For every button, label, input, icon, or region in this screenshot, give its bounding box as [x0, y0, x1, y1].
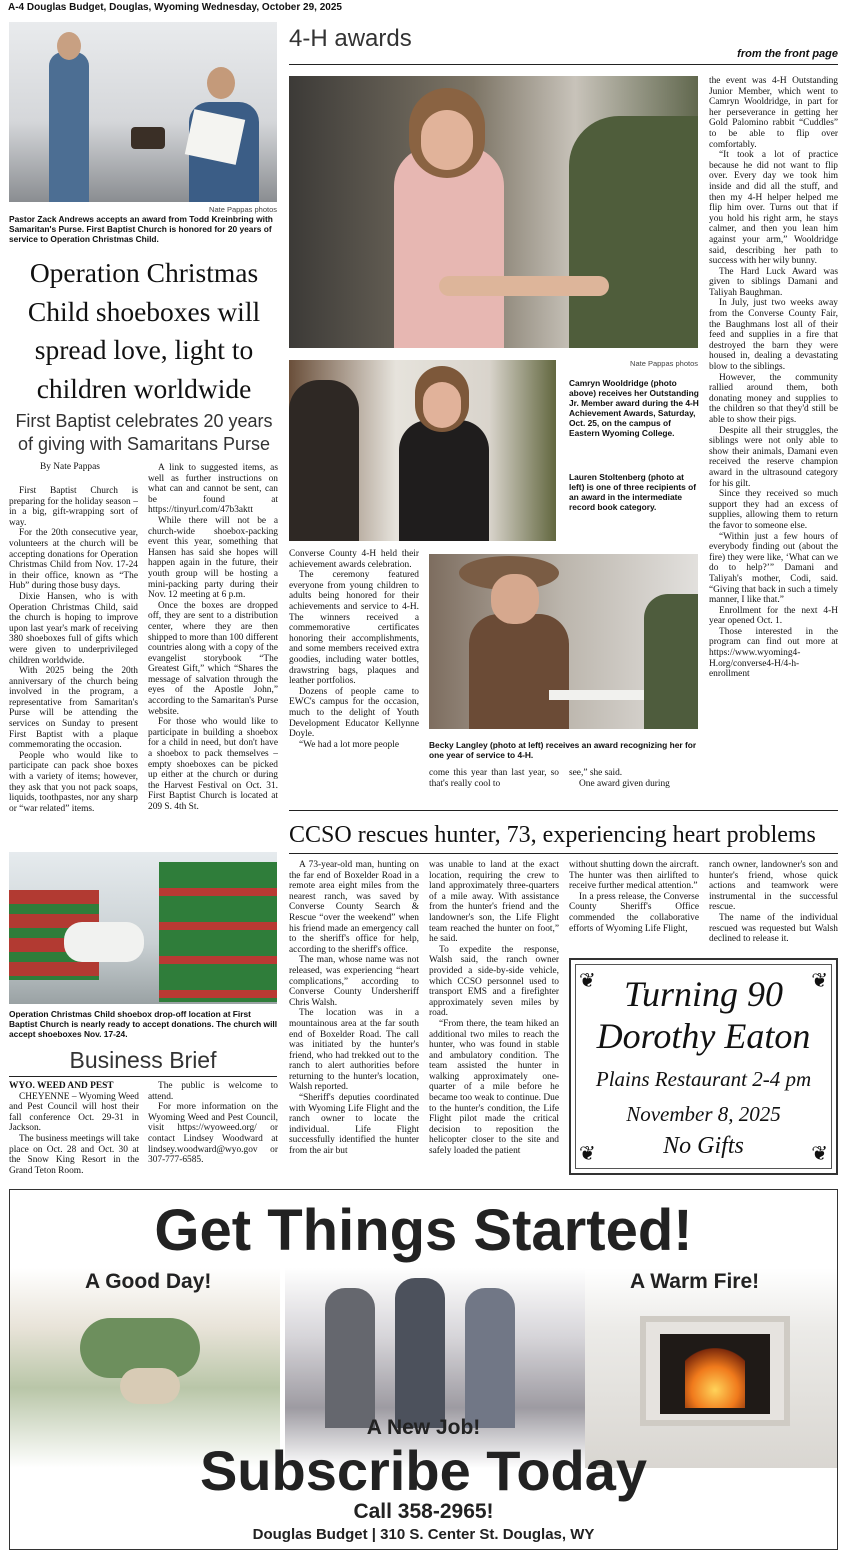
business-brief-title: Business Brief [69, 1047, 217, 1073]
shoebox-caption: Operation Christmas Child shoebox drop-off location at First Baptist Church is nearly ready to accept donations. The church will accept shoeboxes Nov. 17-24. [9, 1009, 278, 1039]
fourh-column-d [709, 76, 838, 680]
paragraph: With 2025 being the 20th anniversary of the church being involved in the program, a representative from Samaritan's Purse will be attending the services on Sunday to present First Baptist with a plaque commemorating the occasion. [9, 666, 138, 751]
paragraph: The public is welcome to attend. [148, 1081, 278, 1102]
ccso-headline: CCSO rescues hunter, 73, experiencing heart problems [289, 822, 816, 848]
paragraph: without shutting down the aircraft. The hunter was then airlifted to receive further medical attention.” [569, 860, 699, 892]
paragraph: A 73-year-old man, hunting on the far end of Boxelder Road in a remote area eight miles from the nearest ranch, was saved by Converse County Search & Rescue “over the weekend” when his friend made an emergency call to the sheriff's office for help, according to the sheriff's office. [289, 860, 419, 955]
paragraph: The Hard Luck Award was given to siblings Damani and Taliyah Baughman. [709, 266, 838, 298]
paragraph: First Baptist Church is preparing for the holiday season – in a big, gift-wrapping sort of way. [9, 486, 138, 528]
birthday-ad [569, 958, 838, 1175]
paragraph: come this year than last year, so that's really cool to [429, 768, 559, 789]
becky-photo [429, 554, 698, 729]
paragraph: However, the community rallied around them, both donating money and supplies to the children so that they'd still be able to show their pigs. [709, 372, 838, 425]
shoebox-photo [9, 852, 277, 1004]
ad-new-job: A New Job! [366, 1416, 481, 1439]
ad-good-day: A Good Day! [85, 1270, 212, 1293]
corner-ornament-icon: ❦ [811, 968, 828, 992]
occ-photo-credit: Nate Pappas photos [209, 205, 277, 214]
paragraph: For more information on the Wyoming Weed and Pest Council, visit https://wyoweed.org/ or contact Lindsey Woodward at lindsey.woodward@wyo.gov or 307-777-6585. [148, 1102, 278, 1166]
paragraph: “We had a lot more people [299, 739, 399, 750]
ad-warm-fire: A Warm Fire! [630, 1270, 760, 1293]
paragraph: ranch owner, landowner's son and hunter's friend, whose quick actions and teamwork were instrumental in the successful rescue. [709, 860, 838, 913]
paragraph: A link to suggested items, as well as further instructions on what can and cannot be sent, can be found at https://tinyurl.com/47b3aktt [148, 463, 278, 516]
paragraph: “Within just a few hours of everybody finding out (about the fire) they were like, ‘What can we do to help?’” Damani and Taliyah's mother, Codi, said. “Giving that back in such a timely manner, I like that.” [709, 531, 838, 606]
paragraph: In a press release, the Converse County Sheriff's Office commended the collaborative efforts of Wyoming Life Flight, [569, 891, 699, 934]
paragraph: The business meetings will take place on Oct. 28 and Oct. 30 at the Snow King Resort in the Grand Teton Room. [9, 1133, 139, 1176]
camryn-photo [289, 76, 698, 348]
paragraph: The name of the individual rescued was requested but Walsh declined to release it. [709, 912, 838, 945]
fourh-caption-becky: Becky Langley (photo at left) receives an award recognizing her for one year of service to 4-H. [429, 740, 697, 760]
paragraph: The man, whose name was not released, was experiencing “heart complications,” according to Converse County Undersheriff Chris Walsh. [289, 955, 419, 1008]
paragraph: Since they received so much support they had an excess of supplies, allowing them to return the favor to someone else. [709, 489, 838, 531]
birthday-line-5: No Gifts [663, 1133, 744, 1159]
occ-column-2 [148, 463, 278, 813]
paragraph: “From there, the team hiked an additional two miles to reach the hunter, who was found in stable and ambulatory condition. The team assisted the hunter in walking approximately one-quarter of a mile before he became too weak to continue. Due to the hunter's condition, the Life Flight pilot made the critical decision to reposition the helicopter closer to the site and safely loaded the patient [429, 1018, 559, 1157]
paragraph: CHEYENNE – Wyoming Weed and Pest Council will host their fall conference Oct. 29-31 in Jackson. [9, 1091, 139, 1134]
ccso-column-2 [429, 860, 559, 1157]
paragraph: see,” she said. [569, 768, 623, 778]
occ-photo-caption: Pastor Zack Andrews accepts an award from Todd Kreinbring with Samaritan's Purse. First Baptist Church is honored for 20 years of service to Operation Christmas Child. [9, 214, 273, 244]
birthday-line-3: Plains Restaurant 2-4 pm [595, 1067, 812, 1091]
birthday-line-1: Turning 90 [623, 974, 784, 1014]
subscription-ad[interactable] [9, 1189, 838, 1550]
paragraph: The location was in a mountainous area at the far south end of Boxelder Road. The call was initiated by the hunter's friend, who had trekked out to the ranch to alert authorities before returning to the hunter's location, Walsh reported. [289, 1008, 419, 1093]
paragraph: the event was 4-H Outstanding Junior Member, which went to Camryn Wooldridge, in part for her perseverance in getting her Gold Palomino rabbit “Cuddles” to be able to flip over comfortably. [709, 76, 838, 150]
paragraph: Converse County 4-H held their achievement awards celebration. [289, 549, 419, 570]
paragraph: For those who would like to participate in building a shoebox for a child in need, but don't have a shoebox to pack themselves – empty shoeboxes can be picked up either at the church or during the Harvest Festival on Oct. 31. First Baptist Church is located at 209 S. 4th St. [148, 717, 278, 812]
ad-headline: Get Things Started! [154, 1198, 693, 1263]
occ-headline: Operation Christmas Child shoeboxes will spread love, light to children worldwide [27, 257, 261, 404]
birthday-line-2: Dorothy Eaton [596, 1016, 811, 1056]
ad-address: Douglas Budget | 310 S. Center St. Douglas, WY [252, 1526, 595, 1543]
paragraph: To expedite the response, Walsh said, the ranch owner provided a side-by-side vehicle, which CCSO personnel used to transport EMS and a firefighter approximately seven miles by road. [429, 944, 559, 1019]
paragraph: “It took a lot of practice because he did not want to flip over. Every day we took him inside and did all the stuff, and then my 4-H helper helped me flip him over. Turns out that if you hold his right arm, he stays calmer, and then you lean him against your arm,” Wooldridge said, describing her path to success with her wily bunny. [709, 150, 838, 267]
paragraph: While there will not be a church-wide shoebox-packing event this year, something that Hansen has said she hopes will happen again in the future, their youth group will be hosting a mini-packing party during their Nov. 12 meeting at 6 p.m. [148, 515, 278, 601]
jump-line: from the front page [737, 48, 838, 60]
brief-kicker: WYO. WEED AND PEST [9, 1081, 114, 1091]
corner-ornament-icon: ❦ [579, 1141, 596, 1165]
brief-column-1 [9, 1081, 139, 1176]
paragraph: For the 20th consecutive year, volunteers at the church will be accepting donations for Operation Christmas Child from Nov. 17-24 in their office, known as “The Hub” during those busy days. [9, 528, 138, 592]
corner-ornament-icon: ❦ [579, 968, 596, 992]
ad-subscribe-cta[interactable]: Subscribe Today [199, 1439, 648, 1502]
corner-ornament-icon: ❦ [811, 1141, 828, 1165]
occ-column-1 [9, 486, 138, 814]
paragraph: The ceremony featured everyone from young children to adults being honored for their achievements and service to 4-H. The winners received a commemorative certificates honoring their accomplishments, and some members received extra goodies, including water bottles, drawstring bags, plaques and leather portfolios. [289, 570, 419, 687]
paragraph: People who would like to participate can pack shoe boxes with a variety of items; however, they ask that you not pack soaps, liquids, toothpastes, nor any sharp or “war related” items. [9, 750, 138, 814]
occ-subhead: First Baptist celebrates 20 years of giving with Samaritans Purse [15, 411, 273, 454]
fourh-column-c [569, 768, 699, 789]
folio: A-4 Douglas Budget, Douglas, Wyoming Wednesday, October 29, 2025 [8, 2, 342, 13]
lauren-photo [289, 360, 556, 541]
paragraph: Once the boxes are dropped off, they are sent to a distribution center, where they are then shipped to more than 100 different countries along with a copy of the evangelist storybook “The Greatest Gift,” which “Shares the message of salvation through the eyes of the Apostle John,” according to the Samaritan's Purse website. [148, 600, 278, 717]
fourh-caption-second: Lauren Stoltenberg (photo at left) is one of three recipients of an award in the intermediate record book category. [569, 472, 697, 512]
paragraph: Dozens of people came to EWC's campus for the occasion, much to the delight of Youth Development Educator Kellynne Doyle. [289, 686, 419, 740]
occ-byline: By Nate Pappas [40, 462, 100, 472]
ccso-column-3 [569, 860, 699, 934]
paragraph: Despite all their struggles, the siblings were not only able to show their animals, Damani even received the reserve champion award in the ultrasound category for his gilt. [709, 425, 838, 489]
paragraph: One award given during [579, 778, 670, 789]
paragraph: Enrollment for the next 4-H year opened Oct. 1. [709, 605, 838, 627]
birthday-line-4: November 8, 2025 [626, 1102, 781, 1126]
paragraph: was unable to land at the exact location, requiring the crew to land approximately three-quarters of a mile away. With assistance from the hunter's friend and the landowner's son, the Life Flight team reached the hunter on foot,” he said. [429, 860, 559, 945]
occ-award-photo [9, 22, 277, 202]
paragraph: Dixie Hansen, who is with Operation Christmas Child, said the church is hoping to improve upon last year's mark of receiving 380 shoeboxes full of gifts which were given to underprivileged children worldwide. [9, 591, 138, 666]
ad-phone[interactable]: Call 358-2965! [353, 1500, 494, 1523]
fourh-section-title: 4-H awards [289, 25, 412, 52]
fourh-column-a [289, 549, 419, 750]
fourh-caption-main: Camryn Wooldridge (photo above) receives her Outstanding Jr. Member award during the 4-H Achievement Awards, Saturday, Oct. 25, on the campus of Eastern Wyoming College. [569, 378, 699, 438]
brief-column-2 [148, 1081, 278, 1166]
fourh-column-b [429, 768, 559, 789]
paragraph: “Sheriff's deputies coordinated with Wyoming Life Flight and the ranch owner to locate the individual. Life Flight successfully identified the hunter from the air but [289, 1093, 419, 1157]
ccso-column-4 [709, 860, 838, 945]
paragraph: In July, just two weeks away from the Converse County Fair, the Baughmans lost all of their feed and supplies in a fire that destroyed the barn they were housed in, dealing a devastating blow to the siblings. [709, 298, 838, 373]
paragraph: Those interested in the program can find out more at https://www.wyoming4-H.org/converse4-H/4-h-enrollment [709, 626, 838, 680]
ccso-column-1 [289, 860, 419, 1157]
fourh-photo-credit: Nate Pappas photos [630, 359, 698, 368]
